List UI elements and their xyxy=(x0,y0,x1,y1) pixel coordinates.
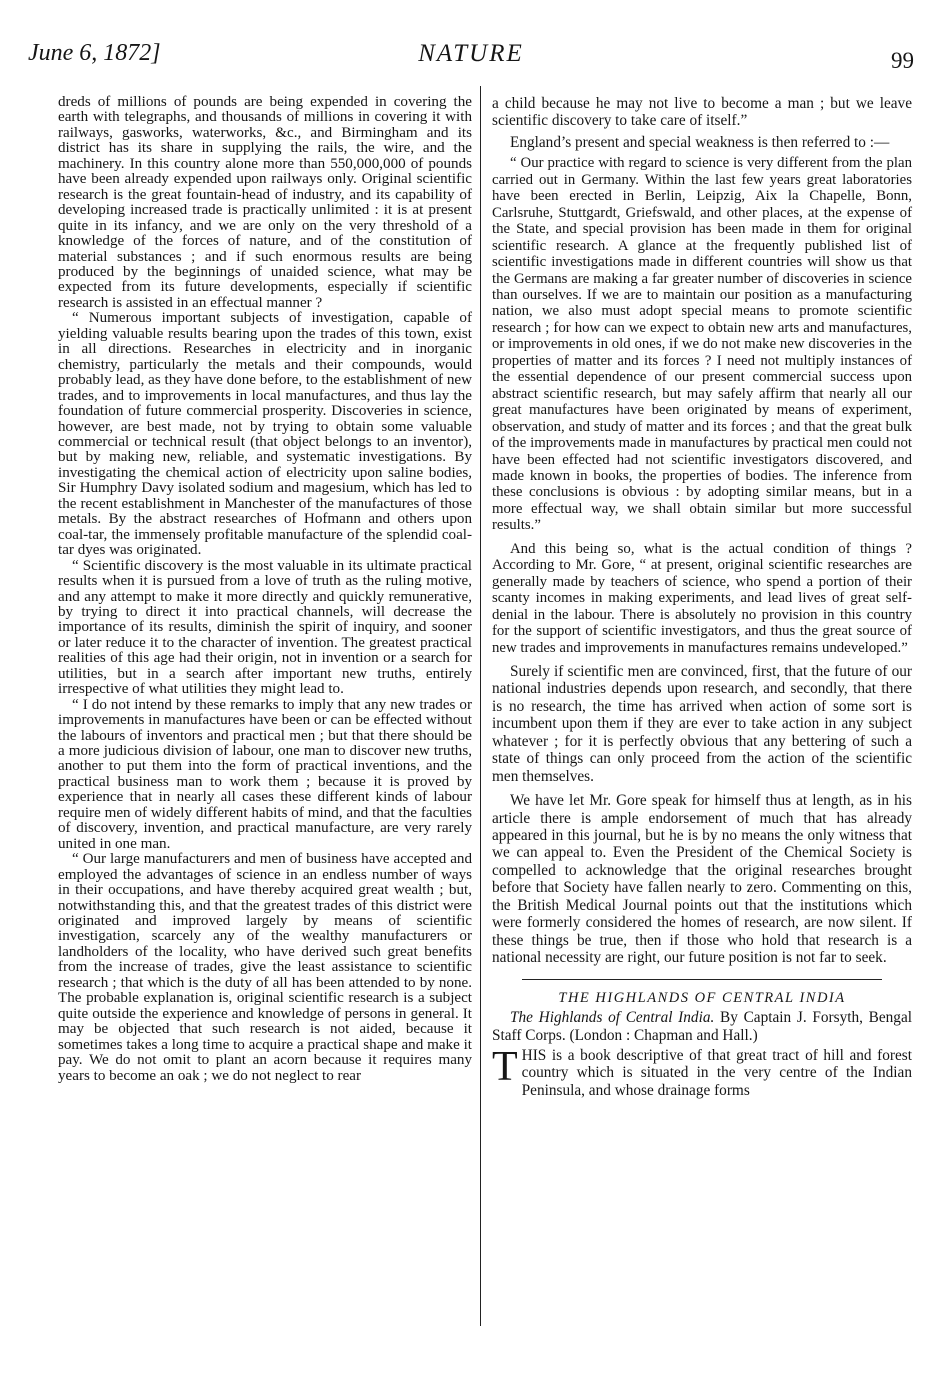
paragraph: “ Scientific discovery is the most valuable in its ultimate practical results when it is pursued from a love of truth as the ruling motive, and any attempt to make it more directly and quickly remunerative, by trying to direct it into practical channels, will decrease the importance of its results, diminish the spirit of inquiry, and sooner or later reduce it to the character of invention. The greatest practical realities of this age had their origin, not in invention or a search for utilities, but in a search after important new truths, entirely irrespective of what utilities they might lead to. xyxy=(58,557,472,698)
paragraph: “ Numerous important subjects of investigation, capable of yielding valuable results bearing upon the trades of this town, exist in all directions. Researches in electricity and in inorganic chemistry, particularly the metals and their compounds, would probably lead, as they have done before, to the establishment of new trades, and to improvements in local manufactures, and thus lay the foundation of future commercial prosperity. Discoveries in science, however, are best made, not by trying to obtain some valuable commercial or technical result (that object belongs to an inventor), but by making new, reliable, and systematic investigations. By investigating the chemical action of electricity upon saline bodies, Sir Humphry Davy isolated sodium and magesium, which has led to the recent establishment in Manchester of the manufactures of those metals. By the abstract researches of Hofmann and others upon coal-tar, the immensely profitable manufacture of the splendid coal-tar dyes was originated. xyxy=(58,310,472,559)
paragraph: dreds of millions of pounds are being expended in covering the earth with telegraphs, and thousands of millions in covering it with railways, gasworks, waterworks, &c., and Birmingham and its district has its share in supplying the rails, the wire, and the machinery. In this country alone more than 550,000,000 of pounds have been already expended upon railways only. Original scientific research is the great fountain-head of industry, and its capability of developing increased trade is practically unlimited : it is at present quite in its infancy, and we are only on the very threshold of a knowledge of the forces of nature, and of the constitution of material substances ; and if such enormous results are being produced by the beginnings of unaided science, what may be expected from its future developments, especially if scientific research is assisted in an effectual manner ? xyxy=(58,94,472,311)
paragraph: And this being so, what is the actual condition of things ? According to Mr. Gore, “ at present, original scientific researches are generally made by teachers of science, who spend a portion of their scanty incomes in making experiments, and lead lives of great self-denial in the labour. There is absolutely no provision in this country for the support of scientific investigators, and thus the great source of new trades and improvements in manufactures remains undeveloped.” xyxy=(492,540,912,656)
paragraph: “ Our large manufacturers and men of business have accepted and employed the advantages of science in an endless number of ways in their occupations, and have thereby acquired great wealth ; but, notwithstanding this, and that the greatest trades of this district were originated and improved largely by means of scientific investigation, scarcely any of the wealthy manufacturers or landholders of the locality, who have derived such great benefits from the increase of trades, give the least assistance to scientific research ; that which is the duty of all has been attended to by none. The probable explanation is, original scientific research is a subject quite outside the experience and knowledge of persons in general. It may be objected that such research is not aided, because it sometimes takes a long time to acquire a practical shape and make it pay. We do not omit to plant an acorn because it requires many years to become an oak ; we do not neglect to rear xyxy=(58,851,472,1084)
column-divider xyxy=(480,86,481,1326)
paragraph: Surely if scientific men are convinced, first, that the future of our national industries depends upon research, and secondly, that there is no research, the time has arrived when action of some sort is incumbent upon them if they are ever to take action in any subject whatever ; for it is perfectly obvious that any bettering of such a state of things can only proceed from the action of the scientific men themselves. xyxy=(492,662,912,785)
book-title: The Highlands of Central India. xyxy=(510,1009,715,1027)
citation-details: By Captain J. Forsyth, Bengal Staff Corps. (London : Chapman and Hall.) xyxy=(492,1009,912,1044)
journal-title: NATURE xyxy=(418,40,524,67)
paragraph: a child because he may not live to become a man ; but we leave scientific discovery to take care of itself.” xyxy=(492,95,912,130)
section-rule xyxy=(522,979,882,980)
page-header xyxy=(28,40,914,80)
drop-cap: T xyxy=(492,1044,518,1091)
right-column xyxy=(492,95,912,1099)
left-column xyxy=(58,95,472,1084)
page-number: 99 xyxy=(891,48,914,73)
review-text: HIS is a book descriptive of that great tract of hill and forest country which is situated in the very centre of the Indian Peninsula, and whose drainage forms xyxy=(521,1047,912,1099)
paragraph: We have let Mr. Gore speak for himself thus at length, as in his article there is ample endorsement of much that has already appeared in this journal, but he is by no means the only witness that we can appeal to. Even the President of the Chemical Society is compelled to acknowledge that the original researches brought before that Society have fallen nearly to zero. Commenting on this, the British Medical Journal points out that the institutions which were formerly considered the homes of research, are now silent. If these things be true, then if those who hold that research is a national necessity are right, our future position is not far to seek. xyxy=(492,792,912,967)
review-citation xyxy=(492,1009,912,1044)
paragraph: “ I do not intend by these remarks to imply that any new trades or improvements in manufactures have been or can be effected without the labours of inventors and practical men ; but that there should be a more judicious division of labour, one man to discover new truths, another to put them into the form of practical inventions, and the practical business man to work them ; because it is proved by experience that in nearly all cases these different kinds of labour require men of widely different habits of mind, and that the faculties of discovery, invention, and practical manufacture, are very rarely united in one man. xyxy=(58,696,472,852)
issue-date: June 6, 1872] xyxy=(28,40,161,66)
paragraph: England’s present and special weakness is then referred to :— xyxy=(510,133,890,151)
quoted-paragraph: “ Our practice with regard to science is very different from the plan carried out in Germany. Within the last few years great laboratories have been erected in Berlin, Leipzig, Aix la Chapelle, Bonn, Carlsruhe, Stuttgardt, Griefswald, and other places, at the expense of the State, and special provision has been made in them for original scientific research. A glance at the frequently published list of scientific investigations made in different countries will show us that the Germans are making a far greater number of discoveries in science than ourselves. If we are to maintain our position as a manufacturing nation, we also must adopt special means to promote scientific research ; for how can we expect to obtain new arts and manufactures, or improvements in old ones, if we do not make new discoveries in the properties of matter and its forces ? I need not multiply instances of the essential dependence of our present commercial success upon abstract scientific research, but may safely affirm that nearly all our great manufactures have been originated by means of experiment, observation, and study of matter and its forces ; and that the great bulk of the improvements made in manufactures by practical men could not have been effected had not scientific investigators discovered, and made known in books, the properties of bodies. The inference from these conclusions is obvious : by adopting similar means, but in a more effectual way, we shall obtain similar but more successful results.” xyxy=(492,155,912,534)
review-opening xyxy=(492,1044,912,1099)
review-heading: THE HIGHLANDS OF CENTRAL INDIA xyxy=(558,989,846,1006)
